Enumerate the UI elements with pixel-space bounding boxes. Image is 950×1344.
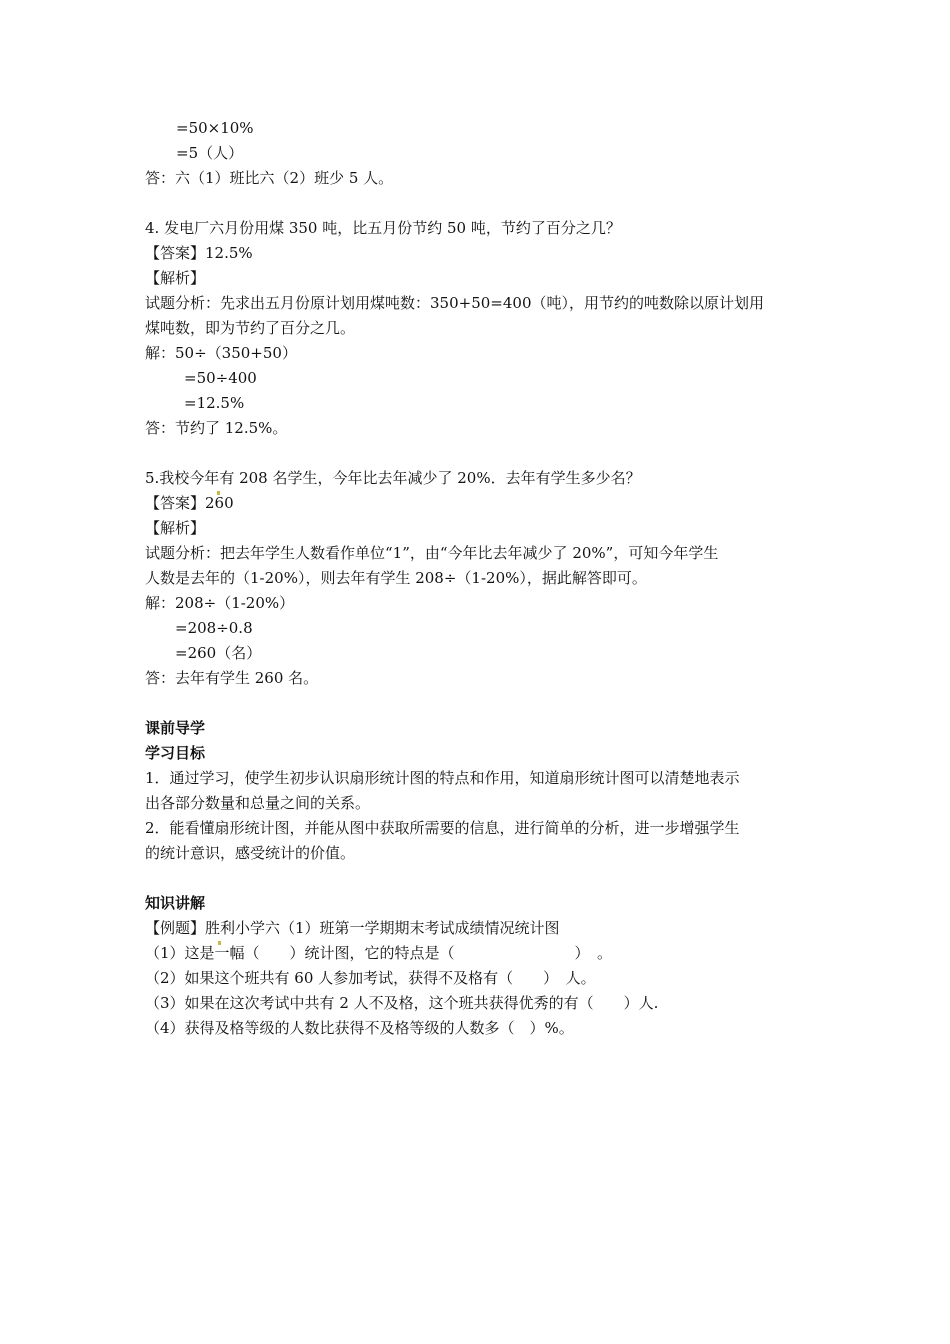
q5-analysis-line-1: 试题分析：把去年学生人数看作单位“1”，由“今年比去年减少了 20%”，可知今年学生	[145, 544, 719, 562]
q5-answer-label: 【答案】260	[145, 494, 234, 512]
example-item-4: （4）获得及格等级的人数比获得不及格等级的人数多（ ）%。	[145, 1019, 574, 1037]
q4-analysis-line-1: 试题分析：先求出五月份原计划用煤吨数：350+50=400（吨），用节约的吨数除以原计划用	[145, 294, 764, 312]
q5-question	[145, 468, 641, 488]
q4-answer-label: 【答案】12.5%	[145, 244, 253, 262]
q5-conclusion: 答：去年有学生 260 名。	[145, 669, 319, 687]
q4-analysis-line-2: 煤吨数，即为节约了百分之几。	[145, 319, 356, 337]
example-title	[145, 918, 560, 938]
q3-step-1: =50×10%	[176, 119, 254, 137]
q5-solution-3: =260（名）	[175, 644, 262, 662]
q5-question-part-2: 有 208 名学生，今年比去年减少了 20%．去年有学生多少名？	[219, 469, 641, 487]
example-item-1: （1）这是一幅（ ）统计图，它的特点是（ ） 。	[145, 944, 613, 962]
goal-2-line-2: 的统计意识，感受统计的价值。	[145, 844, 356, 862]
q5-solution-2: =208÷0.8	[175, 619, 253, 637]
q4-conclusion: 答：节约了 12.5%。	[145, 419, 288, 437]
goal-1-line-1: 1．通过学习，使学生初步认识扇形统计图的特点和作用，知道扇形统计图可以清楚地表示	[145, 769, 740, 787]
goals-heading: 学习目标	[145, 744, 206, 762]
preview-heading: 课前导学	[145, 719, 206, 737]
q5-question-part-1: 5.我校今年	[145, 469, 220, 487]
q4-question: 4. 发电厂六月份用煤 350 吨，比五月份节约 50 吨，节约了百分之几？	[145, 219, 621, 237]
example-title-part-1: 【例题】胜	[145, 919, 221, 937]
example-item-3: （3）如果在这次考试中共有 2 人不及格，这个班共获得优秀的有（ ）人.	[145, 994, 659, 1012]
goal-1-line-2: 出各部分数量和总量之间的关系。	[145, 794, 371, 812]
q4-analysis-label: 【解析】	[145, 269, 206, 287]
q4-solution-1: 解：50÷（350+50）	[145, 344, 297, 362]
q5-solution-1: 解：208÷（1-20%）	[145, 594, 295, 612]
q4-solution-3: =12.5%	[184, 394, 245, 412]
q5-analysis-label: 【解析】	[145, 519, 206, 537]
q3-answer: 答：六（1）班比六（2）班少 5 人。	[145, 169, 394, 187]
q3-step-2: =5（人）	[176, 144, 244, 162]
q4-solution-2: =50÷400	[184, 369, 257, 387]
example-title-part-2: 利小学六（1）班第一学期期末考试成绩情况统计图	[220, 919, 560, 937]
q5-analysis-line-2: 人数是去年的（1-20%），则去年有学生 208÷（1-20%），据此解答即可。	[145, 569, 647, 587]
example-item-2: （2）如果这个班共有 60 人参加考试，获得不及格有（ ） 人。	[145, 969, 596, 987]
goal-2-line-1: 2．能看懂扇形统计图，并能从图中获取所需要的信息，进行简单的分析，进一步增强学生	[145, 819, 740, 837]
knowledge-heading: 知识讲解	[145, 894, 206, 912]
